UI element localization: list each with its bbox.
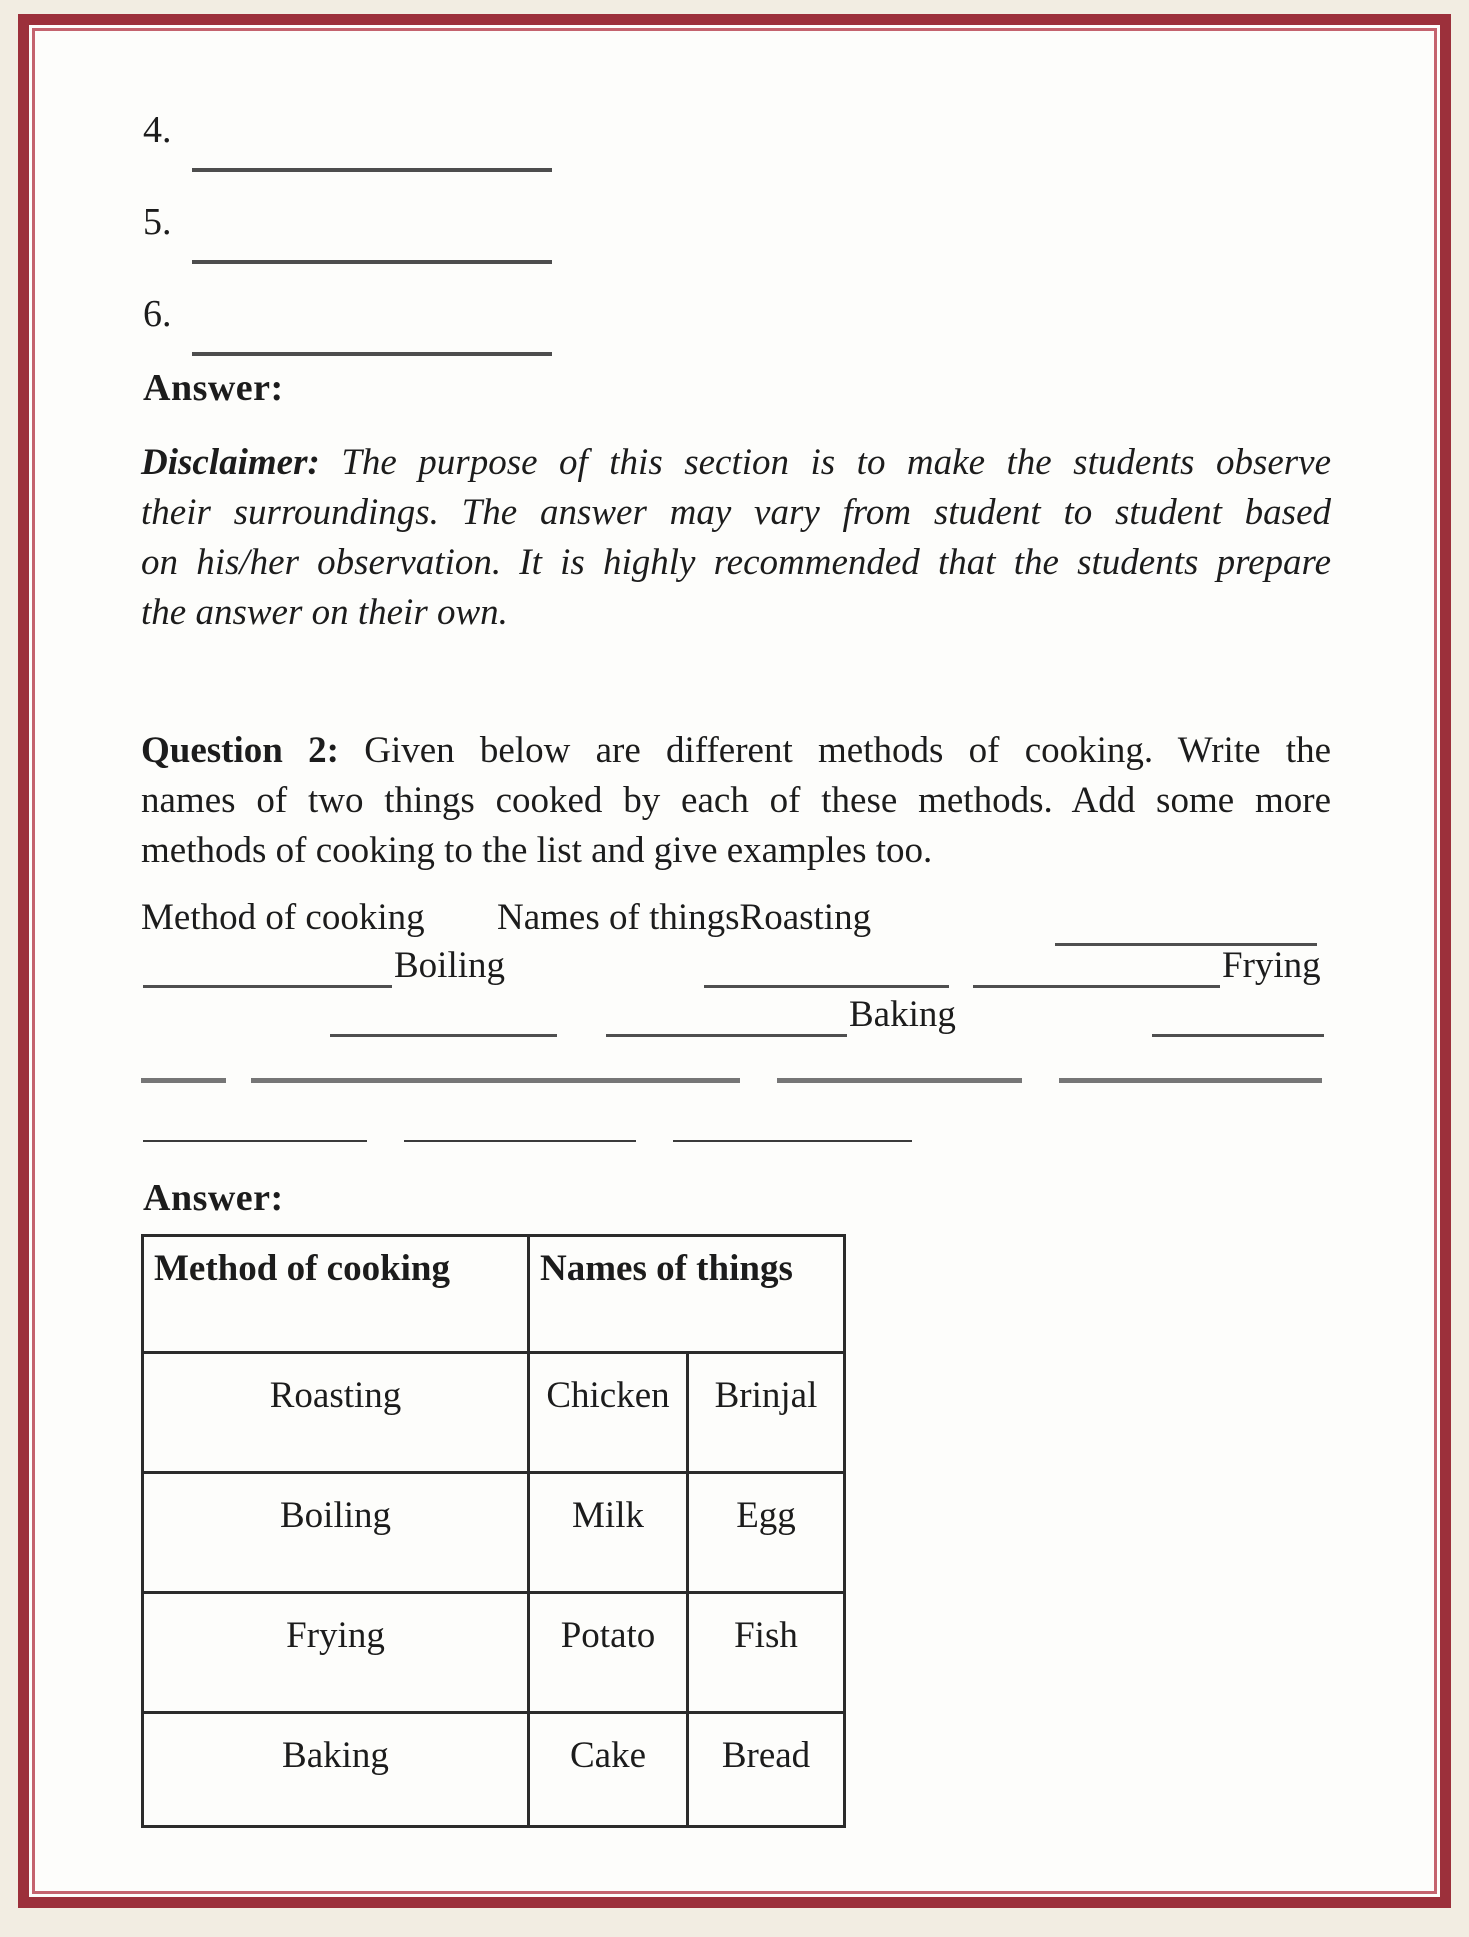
fill-row2-blank-3 xyxy=(973,985,1220,988)
table-header-row xyxy=(143,1236,845,1353)
cell-method-baking: Baking xyxy=(143,1713,529,1827)
list-item-number-6: 6. xyxy=(143,293,172,335)
cell-method-frying: Frying xyxy=(143,1593,529,1713)
answer-heading-2: Answer: xyxy=(143,1177,284,1219)
cell-method-boiling: Boiling xyxy=(143,1473,529,1593)
disclaimer-line-1 xyxy=(141,438,1331,488)
question-2-paragraph xyxy=(141,726,1331,876)
answer-heading-1: Answer: xyxy=(143,367,284,409)
fill-row2-boiling-label: Boiling xyxy=(394,945,506,986)
fill-row4-blank-1 xyxy=(141,1078,226,1083)
table-row-frying xyxy=(143,1593,845,1713)
question-2-line-2: names of two things cooked by each of these methods. Add some more xyxy=(141,780,1331,821)
item-5-blank-line xyxy=(192,260,552,264)
fill-row4-blank-3 xyxy=(777,1078,1022,1083)
question-2-line-3: methods of cooking to the list and give examples too. xyxy=(141,830,933,871)
fill-row3-blank-1 xyxy=(330,1034,557,1037)
question-2-line-1 xyxy=(141,726,1331,776)
cell-baking-item-2: Bread xyxy=(688,1713,845,1827)
fill-row3-baking-label: Baking xyxy=(849,994,956,1035)
cell-frying-item-1: Potato xyxy=(529,1593,688,1713)
cell-boiling-item-2: Egg xyxy=(688,1473,845,1593)
fill-row1-method-of-cooking-label: Method of cooking xyxy=(141,897,425,938)
disclaimer-paragraph xyxy=(141,438,1331,638)
disclaimer-line-2: their surroundings. The answer may vary from student to student based xyxy=(141,492,1331,533)
table-header-names-of-things: Names of things xyxy=(529,1236,845,1353)
fill-row4-blank-2 xyxy=(251,1078,740,1083)
cell-method-roasting: Roasting xyxy=(143,1353,529,1473)
table-row-roasting xyxy=(143,1353,845,1473)
item-4-blank-line xyxy=(192,168,552,172)
disclaimer-lead: Disclaimer: xyxy=(141,442,320,483)
fill-row3-blank-2 xyxy=(606,1034,847,1037)
table-row-boiling xyxy=(143,1473,845,1593)
question-2-line-1-text: Given below are different methods of cooking. Write the xyxy=(364,730,1331,771)
fill-row3-blank-3 xyxy=(1152,1034,1324,1037)
disclaimer-line-4: the answer on their own. xyxy=(141,592,508,633)
fill-row5-blank-3 xyxy=(673,1140,912,1142)
cell-roasting-item-1: Chicken xyxy=(529,1353,688,1473)
cell-frying-item-2: Fish xyxy=(688,1593,845,1713)
fill-row1-names-of-things-roasting-label: Names of thingsRoasting xyxy=(497,897,872,938)
list-item-number-4: 4. xyxy=(143,109,172,151)
cell-baking-item-1: Cake xyxy=(529,1713,688,1827)
disclaimer-line-3: on his/her observation. It is highly recommended that the students prepare xyxy=(141,542,1331,583)
fill-row2-blank-1 xyxy=(143,985,392,988)
table-header-method-of-cooking: Method of cooking xyxy=(143,1236,529,1353)
question-2-lead: Question 2: xyxy=(141,730,339,771)
fill-row2-blank-2 xyxy=(704,985,949,988)
table-row-baking xyxy=(143,1713,845,1827)
item-6-blank-line xyxy=(192,352,552,356)
fill-row5-blank-2 xyxy=(404,1140,636,1142)
answer-table xyxy=(141,1234,846,1828)
cell-boiling-item-1: Milk xyxy=(529,1473,688,1593)
cell-roasting-item-2: Brinjal xyxy=(688,1353,845,1473)
fill-row4-blank-4 xyxy=(1059,1078,1322,1083)
list-item-number-5: 5. xyxy=(143,201,172,243)
disclaimer-line-1-text: The purpose of this section is to make the students observe xyxy=(341,442,1332,483)
fill-row2-frying-label: Frying xyxy=(1222,945,1321,986)
fill-row5-blank-1 xyxy=(143,1140,367,1142)
